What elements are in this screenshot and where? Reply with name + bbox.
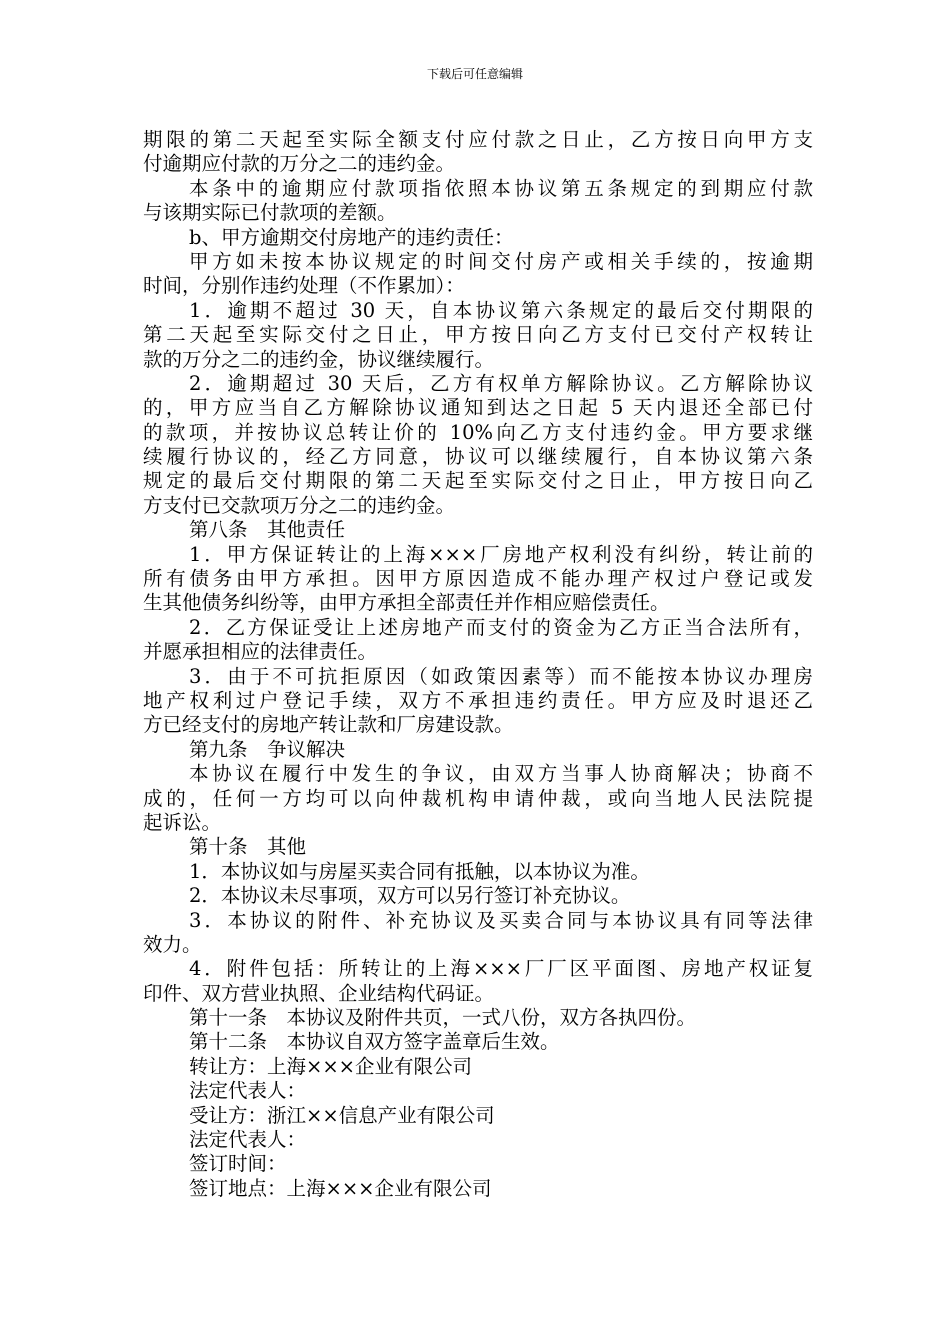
text-line: 并愿承担相应的法律责任。 [143,640,378,664]
text-line: 受让方：浙江××信息产业有限公司 [189,1103,495,1127]
text-line: 付逾期应付款的万分之二的违约金。 [143,152,456,176]
text-line: 续履行协议的，经乙方同意，协议可以继续履行，自本协议第六条 [143,445,813,469]
text-line: 本协议在履行中发生的争议，由双方当事人协商解决；协商不 [189,762,813,786]
text-line: 签订地点：上海×××企业有限公司 [189,1176,492,1200]
text-line: 效力。 [143,932,202,956]
text-line: 本条中的逾期应付款项指依照本协议第五条规定的到期应付款 [189,176,813,200]
text-line: 法定代表人： [189,1128,307,1152]
text-line: 的，甲方应当自乙方解除协议通知到达之日起 5 天内退还全部已付 [143,396,813,420]
text-line: 地产权利过户登记手续，双方不承担违约责任。甲方应及时退还乙 [143,688,813,712]
document-body [143,128,813,1201]
text-line: 与该期实际已付款项的差额。 [143,201,397,225]
text-line: 3．由于不可抗拒原因（如政策因素等）而不能按本协议办理房 [189,664,813,688]
text-line: 第十一条 本协议及附件共页，一式八份，双方各执四份。 [189,1006,697,1030]
text-line: 的款项，并按协议总转让价的 10%向乙方支付违约金。甲方要求继 [143,420,813,444]
text-line: 成的，任何一方均可以向仲裁机构申请仲裁，或向当地人民法院提 [143,786,813,810]
page-header: 下载后可任意编辑 [426,67,523,81]
text-line: 2．本协议未尽事项，双方可以另行签订补充协议。 [189,884,631,908]
text-line: 第二天起至实际交付之日止，甲方按日向乙方支付已交付产权转让 [143,323,813,347]
text-line: 生其他债务纠纷等，由甲方承担全部责任并作相应赔偿责任。 [143,591,670,615]
text-line: 期限的第二天起至实际全额支付应付款之日止，乙方按日向甲方支 [143,128,813,151]
text-line: 方支付已交款项万分之二的违约金。 [143,493,456,517]
text-line: 规定的最后交付期限的第二天起至实际交付之日止，甲方按日向乙 [143,469,813,493]
text-line: 1．逾期不超过 30 天，自本协议第六条规定的最后交付期限的 [189,298,813,322]
text-line: 1．本协议如与房屋买卖合同有抵触，以本协议为准。 [189,859,650,883]
text-line: 第八条 其他责任 [189,518,346,542]
text-line: 3．本协议的附件、补充协议及买卖合同与本协议具有同等法律 [189,908,813,932]
text-line: 第十二条 本协议自双方签字盖章后生效。 [189,1030,560,1054]
text-line: 印件、双方营业执照、企业结构代码证。 [143,981,495,1005]
text-line: 签订时间： [189,1152,287,1176]
text-line: 1．甲方保证转让的上海×××厂房地产权利没有纠纷，转让前的 [189,542,813,566]
text-line: 起诉讼。 [143,810,222,834]
text-line: 款的万分之二的违约金，协议继续履行。 [143,347,495,371]
text-line: 法定代表人： [189,1079,307,1103]
text-line: 2．逾期超过 30 天后，乙方有权单方解除协议。乙方解除协议 [189,371,813,395]
text-line: b、甲方逾期交付房地产的违约责任： [189,225,514,249]
text-line: 甲方如未按本协议规定的时间交付房产或相关手续的，按逾期 [189,249,813,273]
text-line: 4．附件包括：所转让的上海×××厂厂区平面图、房地产权证复 [189,957,813,981]
text-line: 时间，分别作违约处理（不作累加）： [143,274,465,298]
text-line: 所有债务由甲方承担。因甲方原因造成不能办理产权过户登记或发 [143,567,813,591]
text-line: 转让方：上海×××企业有限公司 [189,1054,473,1078]
text-line: 方已经支付的房地产转让款和厂房建设款。 [143,713,514,737]
text-line: 第十条 其他 [189,835,307,859]
text-line: 第九条 争议解决 [189,737,346,761]
text-line: 2．乙方保证受让上述房地产而支付的资金为乙方正当合法所有， [189,615,813,639]
